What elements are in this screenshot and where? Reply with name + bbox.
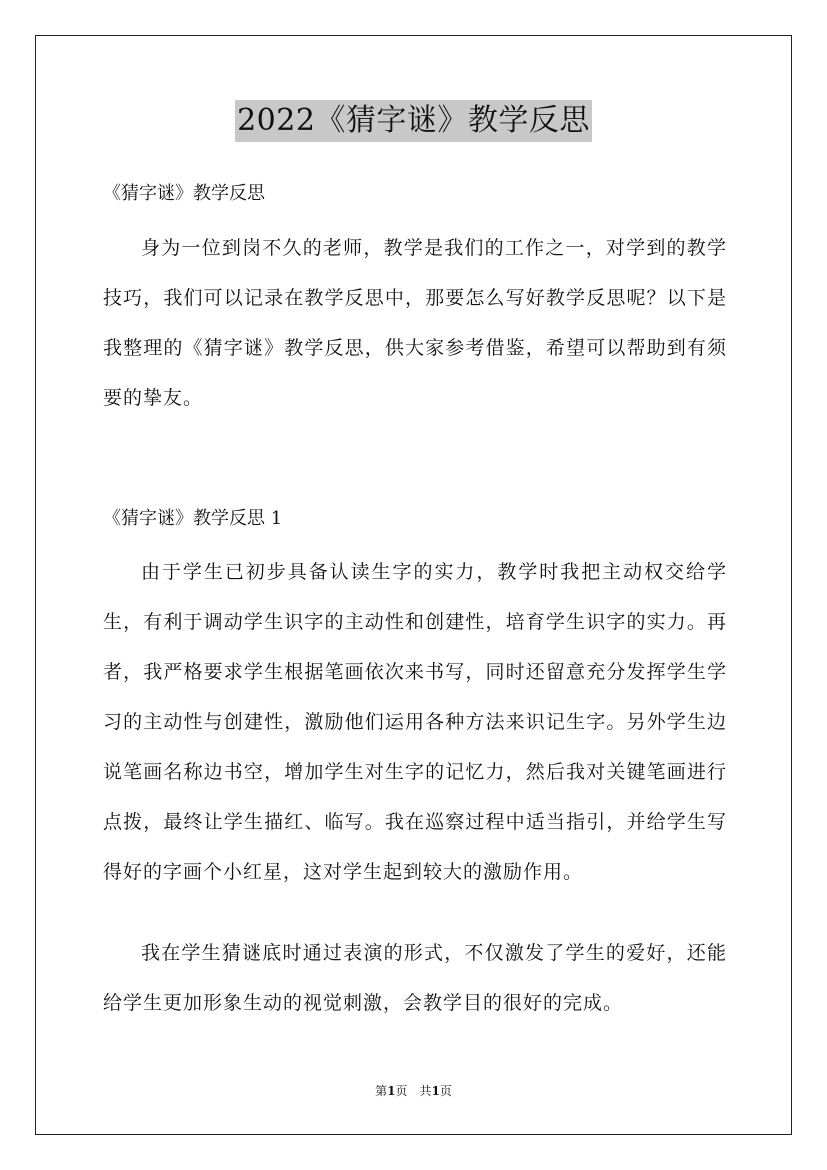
footer-page-total: 1 [431, 1084, 440, 1098]
intro-paragraph: 身为一位到岗不久的老师，教学是我们的工作之一，对学到的教学技巧，我们可以记录在教学反思中，那要怎么写好教学反思呢？以下是我整理的《猜字谜》教学反思，供大家参考借鉴，希望可以帮助到有须要的挚友。 [103, 237, 727, 409]
page-number-footer [0, 1083, 827, 1099]
footer-page-prefix: 第 [375, 1084, 388, 1098]
intro-heading: 《猜字谜》教学反思 [103, 183, 265, 204]
footer-page-mid: 页 共 [395, 1084, 432, 1098]
section1-paragraph-1: 由于学生已初步具备认读生字的实力，教学时我把主动权交给学生，有利于调动学生识字的主动性和创建性，培育学生识字的实力。再者，我严格要求学生根据笔画依次来书写，同时还留意充分发挥学生学习的主动性与创建性，激励他们运用各种方法来识记生字。另外学生边说笔画名称边书空，增加学生对生字的记忆力，然后我对关键笔画进行点拨，最终让学生描红、临写。我在巡察过程中适当指引，并给学生写得好的字画个小红星，这对学生起到较大的激励作用。 [103, 561, 727, 883]
footer-page-current: 1 [387, 1084, 396, 1098]
document-title: 2022《猜字谜》教学反思 [235, 100, 592, 142]
section1-paragraph-2: 我在学生猜谜底时通过表演的形式，不仅激发了学生的爱好，还能给学生更加形象生动的视觉刺激，会教学目的很好的完成。 [103, 942, 727, 1014]
title-container [0, 100, 827, 142]
section1-heading: 《猜字谜》教学反思 1 [103, 508, 283, 529]
footer-page-suffix: 页 [439, 1084, 452, 1098]
